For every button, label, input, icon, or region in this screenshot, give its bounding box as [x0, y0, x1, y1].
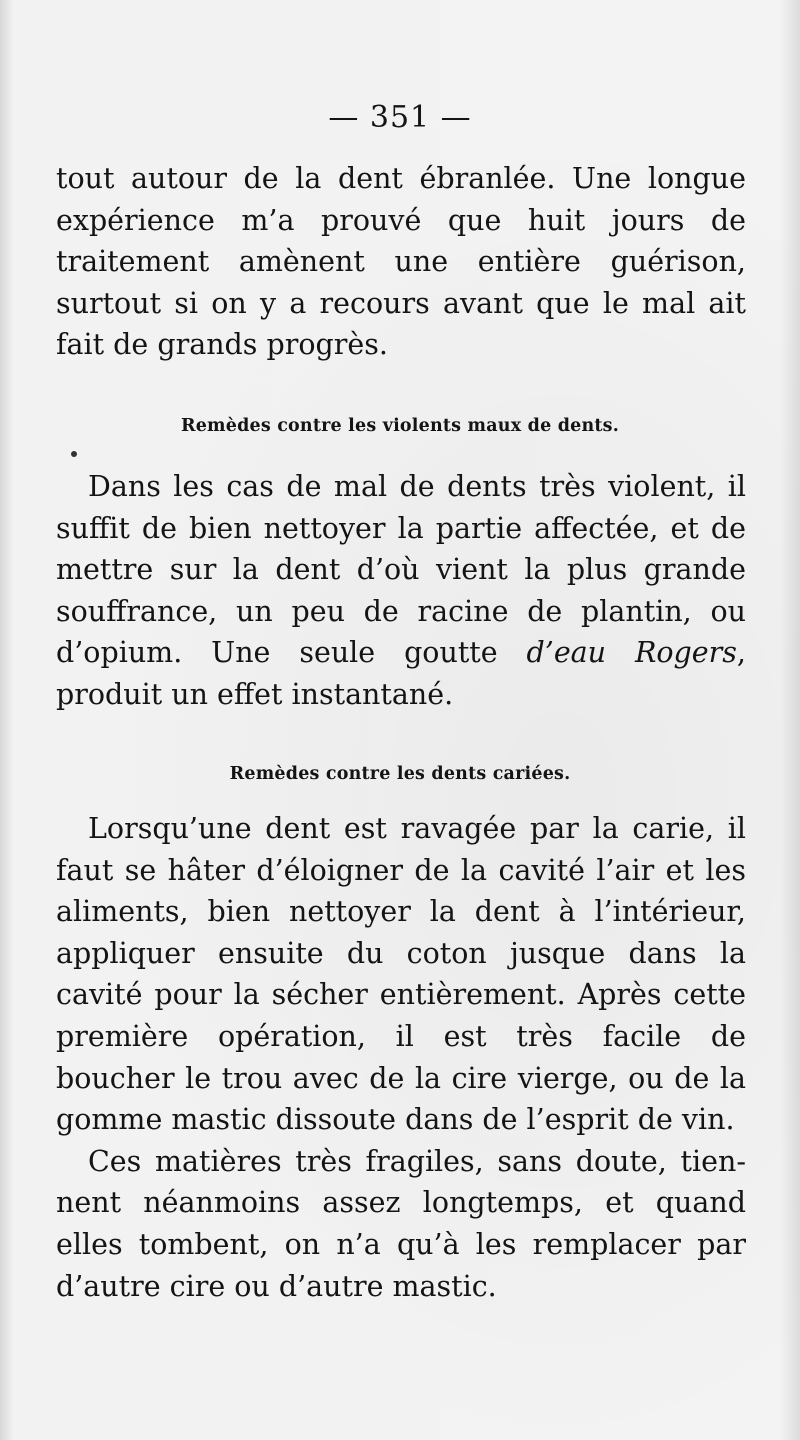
ink-speck — [71, 451, 77, 457]
section-heading-violent-toothache: Remèdes contre les violents maux de dents. — [180, 416, 620, 436]
section1-text-start: Dans les cas de mal de dents très violent, il suffit de bien nettoyer la partie affectée, et de mettre sur la dent d’où vient la plus grande souffrance, un peu de racine de plantin, ou d’opium. Une seule goutte — [56, 470, 746, 670]
section2-paragraph-1: Lorsqu’une dent est ravagée par la carie, il faut se hâter d’éloigner de la cavité l’air et les aliments, bien nettoyer la dent à l’intérieur, appliquer ensuite du coton jusque dans la cavité pour la sécher entièrement. Après cette première opération, il est très facile de boucher le trou avec de la cire vierge, ou de la gomme mastic dissoute dans de l’esprit de vin. — [56, 812, 746, 1137]
section1-text-end: , produit un effet instantané. — [56, 636, 746, 711]
section2-text-block — [56, 808, 746, 1307]
section2-paragraph-2: Ces matières très fragiles, sans doute, tiennent néanmoins assez longtemps, et quand elles tombent, on n’a qu’à les remplacer par d’autre cire ou d’autre mastic. — [56, 1144, 746, 1303]
section1-text-block — [56, 466, 746, 716]
section-heading-decayed-teeth: Remèdes contre les dents cariées. — [229, 764, 571, 784]
continuation-paragraph: tout autour de la dent ébranlée. Une longue expérience m’a prouvé que huit jours de traitement amènent une entière guérison, surtout si on y a recours avant que le mal ait fait de grands progrès. — [56, 162, 746, 362]
section1-paragraph — [56, 466, 746, 716]
section1-italic-term: d’eau Rogers — [526, 636, 737, 670]
page-number: — 351 — — [328, 100, 472, 135]
continuation-text-block — [56, 158, 746, 366]
